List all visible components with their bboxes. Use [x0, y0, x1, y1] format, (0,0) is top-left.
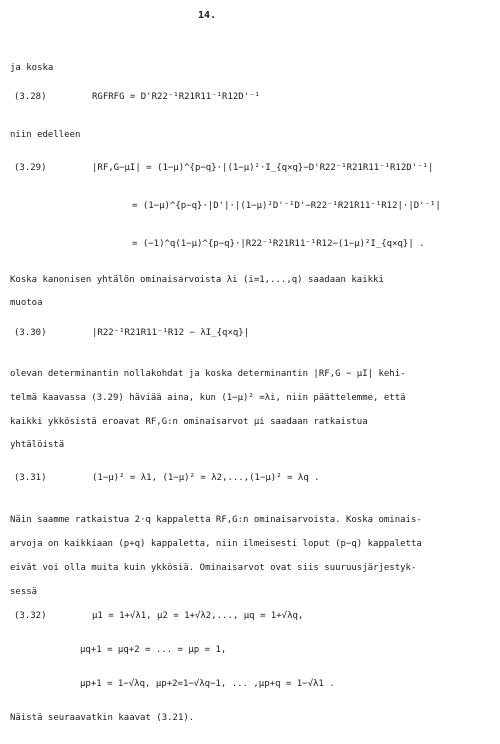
text-line: yhtälöistä — [10, 440, 65, 450]
equation-label: (3.28) — [14, 92, 47, 102]
equation-3-32-line-2: μq+1 = μq+2 = ... = μp = 1, — [80, 645, 227, 655]
text-line: Näin saamme ratkaistua 2·q kappaletta RF,G:n ominaisarvoista. Koska ominais- — [10, 515, 422, 525]
text-line: Koska kanonisen yhtälön ominaisarvoista λi (i=1,...,q) saadaan kaikki — [10, 275, 384, 285]
text-line: kaikki ykkösistä eroavat RF,G:n ominaisarvot μi saadaan ratkaistua — [10, 417, 368, 427]
equation-3-29-line-2: = (1−μ)^{p−q}·|D'|·|(1−μ)²D'⁻¹D'−R22⁻¹R21R11⁻¹R12|·|D'⁻¹| — [132, 201, 441, 211]
equation-3-28: RGFRFG = D'R22⁻¹R21R11⁻¹R12D'⁻¹ — [92, 92, 260, 102]
text-line: telmä kaavassa (3.29) häviää aina, kun (1−μ)² =λi, niin päättelemme, että — [10, 393, 406, 403]
text-line: ja koska — [10, 63, 54, 73]
equation-label: (3.32) — [14, 611, 47, 621]
text-line: eivät voi olla muita kuin ykkösiä. Ominaisarvot ovat siis suuruusjärjestyk- — [10, 563, 417, 573]
text-line: sessä — [10, 587, 38, 597]
text-line: Näistä seuraavatkin kaavat (3.21). — [10, 713, 195, 723]
equation-3-29-line-3: = (−1)^q(1−μ)^{p−q}·|R22⁻¹R21R11⁻¹R12−(1−μ)²I_{q×q}| . — [132, 239, 425, 249]
equation-3-31: (1−μ)² = λ1, (1−μ)² = λ2,...,(1−μ)² = λq . — [92, 473, 320, 483]
equation-3-32-line-3: μp+1 = 1−√λq, μp+2=1−√λq−1, ... ,μp+q = 1−√λ1 . — [80, 679, 335, 689]
equation-3-29-line-1: |RF,G−μI| = (1−μ)^{p−q}·|(1−μ)²·I_{q×q}−D'R22⁻¹R21R11⁻¹R12D'⁻¹| — [92, 163, 434, 173]
text-line: muotoa — [10, 298, 43, 308]
page-number: 14. — [198, 10, 217, 21]
equation-label: (3.31) — [14, 473, 47, 483]
equation-label: (3.30) — [14, 328, 47, 338]
equation-3-30: |R22⁻¹R21R11⁻¹R12 − λI_{q×q}| — [92, 328, 250, 338]
text-line: niin edelleen — [10, 130, 81, 140]
text-line: arvoja on kaikkiaan (p+q) kappaletta, niin ilmeisesti loput (p−q) kappaletta — [10, 539, 422, 549]
equation-3-32-line-1: μ1 = 1+√λ1, μ2 = 1+√λ2,..., μq = 1+√λq, — [92, 611, 304, 621]
text-line: olevan determinantin nollakohdat ja koska determinantin |RF,G − μI| kehi- — [10, 369, 406, 379]
equation-label: (3.29) — [14, 163, 47, 173]
